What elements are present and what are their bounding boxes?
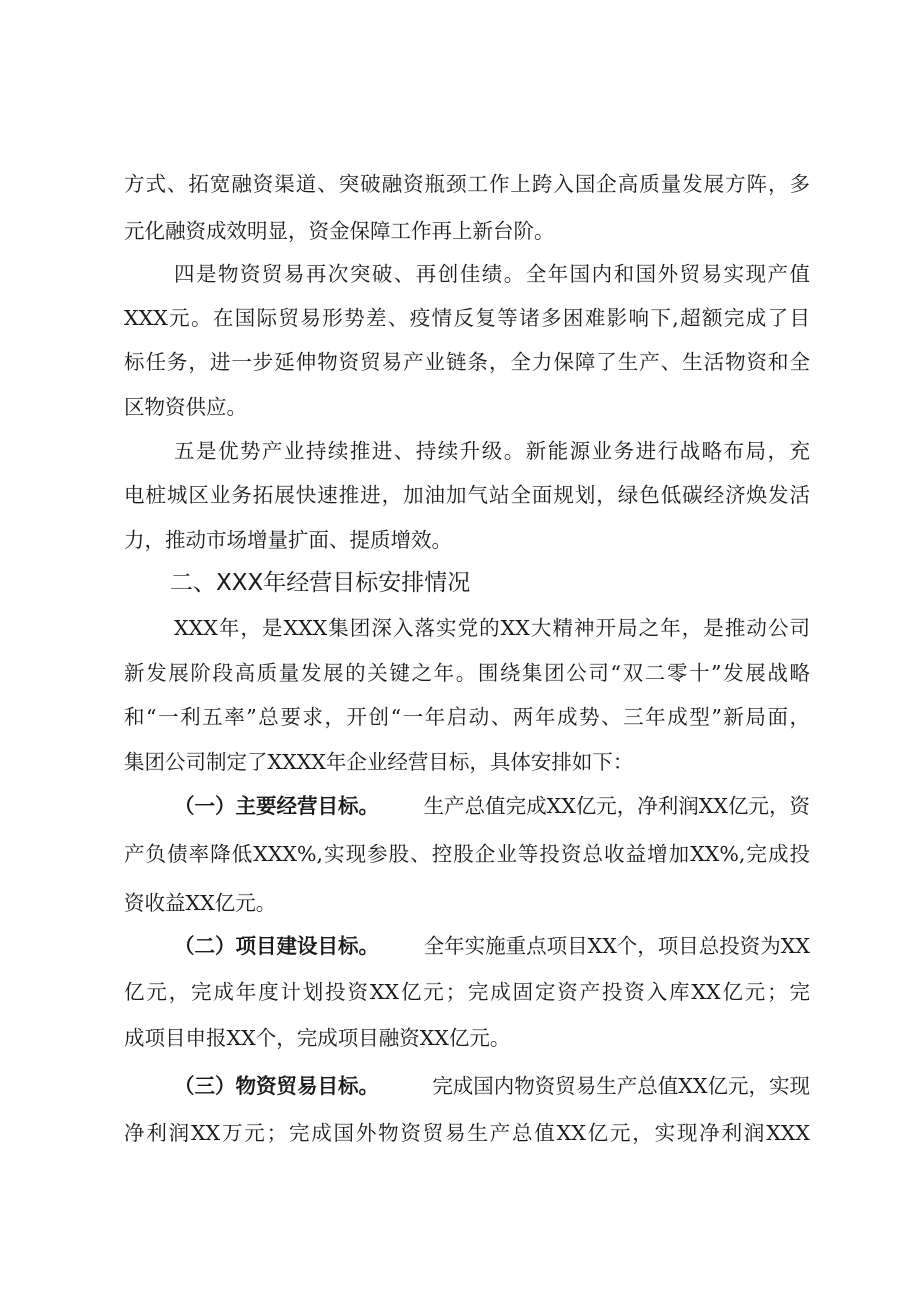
paragraph-line: 电桩城区业务拓展快速推进，加油加气站全面规划，绿色低碳经济焕发活 xyxy=(124,483,810,507)
paragraph-text: 全年实施重点项目XX个，项目总投资为XX xyxy=(423,934,810,958)
paragraph-line: 元化融资成效明显，资金保障工作再上新台阶。 xyxy=(124,219,555,243)
paragraph-line: 产负债率降低XXX%,实现参股、控股企业等投资总收益增加XX%,完成投 xyxy=(124,842,810,866)
paragraph-line: 净利润XX万元；完成国外物资贸易生产总值XX亿元，实现净利润XXX xyxy=(124,1121,810,1145)
paragraph-text: 生产总值完成XX亿元，净利润XX亿元，资 xyxy=(423,794,810,818)
subheading-trade-targets: （三）物资贸易目标。 xyxy=(174,1074,379,1098)
paragraph-text: 完成国内物资贸易生产总值XX亿元，实现 xyxy=(432,1074,810,1098)
paragraph-line: 和“一利五率”总要求，开创“一年启动、两年成势、三年成型”新局面， xyxy=(124,705,810,729)
paragraph-line xyxy=(174,932,810,960)
section-heading: 二、XXX年经营目标安排情况 xyxy=(170,570,471,596)
paragraph-line xyxy=(174,792,810,820)
paragraph-line xyxy=(174,1072,810,1100)
paragraph-line: 区物资供应。 xyxy=(124,395,247,419)
paragraph-line: 方式、拓宽融资渠道、突破融资瓶颈工作上跨入国企高质量发展方阵，多 xyxy=(124,172,810,196)
paragraph-line: 资收益XX亿元。 xyxy=(124,891,277,915)
paragraph-line: 集团公司制定了XXXX年企业经营目标，具体安排如下： xyxy=(124,750,634,774)
paragraph-line: 力，推动市场增量扩面、提质增效。 xyxy=(124,528,452,552)
paragraph-line: 成项目申报XX个，完成项目融资XX亿元。 xyxy=(124,1026,511,1050)
subheading-project-targets: （二）项目建设目标。 xyxy=(174,934,379,958)
paragraph-line: 标任务，进一步延伸物资贸易产业链条，全力保障了生产、生活物资和全 xyxy=(124,350,810,374)
paragraph-line: 新发展阶段高质量发展的关键之年。围绕集团公司“双二零十”发展战略 xyxy=(124,661,810,685)
paragraph-line: 五是优势产业持续推进、持续升级。新能源业务进行战略布局，充 xyxy=(174,439,810,463)
paragraph-line: 亿元，完成年度计划投资XX亿元；完成固定资产投资入库XX亿元；完 xyxy=(124,980,810,1004)
subheading-main-targets: （一）主要经营目标。 xyxy=(174,794,379,818)
paragraph-line: XXX年，是XXX集团深入落实党的XX大精神开局之年，是推动公司 xyxy=(174,616,810,640)
paragraph-line: 四是物资贸易再次突破、再创佳绩。全年国内和国外贸易实现产值 xyxy=(174,262,810,286)
paragraph-line: XXX元。在国际贸易形势差、疫情反复等诸多困难影响下,超额完成了目 xyxy=(124,306,810,330)
